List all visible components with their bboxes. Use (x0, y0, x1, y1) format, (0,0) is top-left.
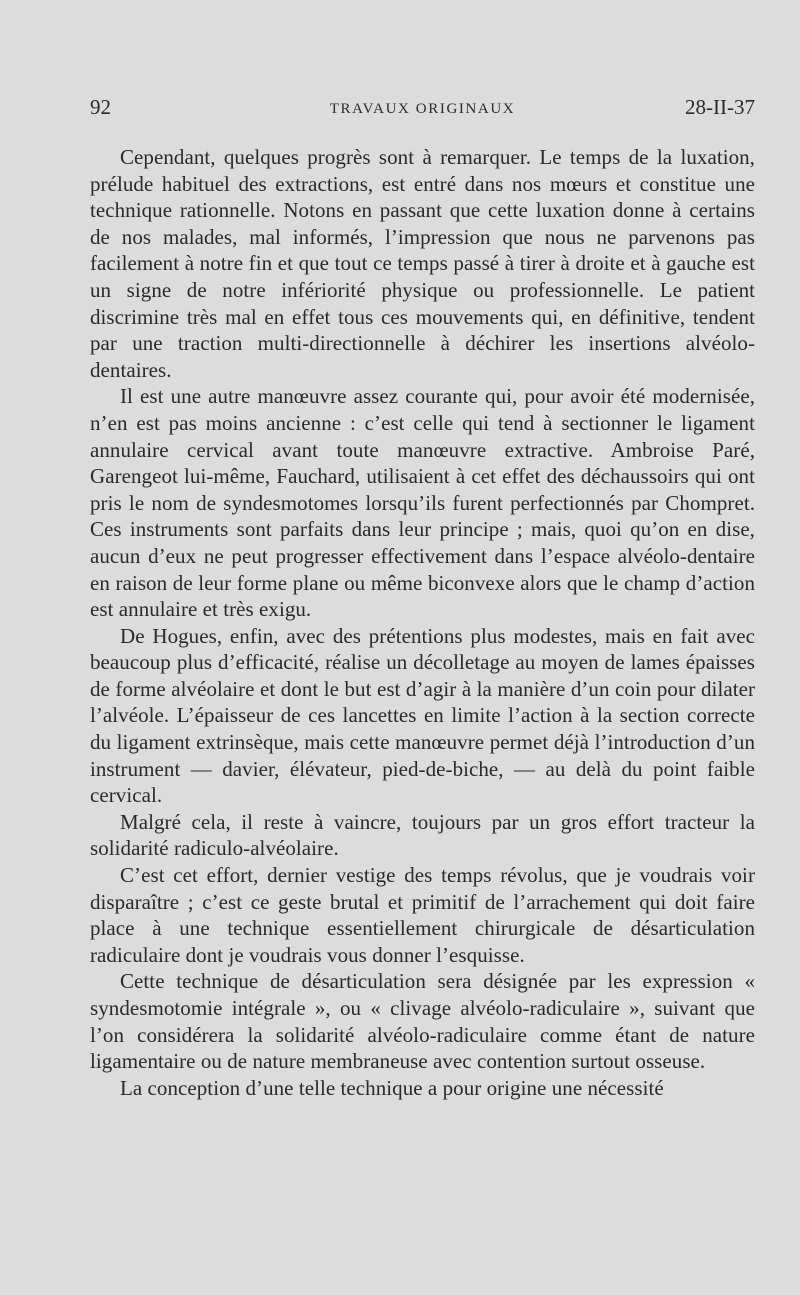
paragraph-de-hogues: De Hogues, enfin, avec des prétentions plus modestes, mais en fait avec beaucoup plus d’efficacité, réalise un décolletage au moyen de lames épaisses de forme alvéolaire et dont le but est d’agir à la manière d’un coin pour dilater l’alvéole. L’épaisseur de ces lancettes en limite l’action à la section correcte du ligament extrinsèque, mais cette manœuvre permet déjà l’introduction d’un instrument — davier, élévateur, pied-de-biche, — au delà du point faible cervical. (90, 623, 755, 808)
paragraph-arrachement: C’est cet effort, dernier vestige des temps révolus, que je voudrais voir disparaître ; c’est ce geste brutal et primitif de l’arrachement qui doit faire place à une technique essentiellement chirurgicale de désarticulation radiculaire dont je voudrais vous donner l’esquisse. (90, 863, 755, 967)
running-title: TRAVAUX ORIGINAUX (329, 101, 516, 117)
running-head (90, 92, 755, 122)
paragraph-luxation: Cependant, quelques progrès sont à remarquer. Le temps de la luxation, prélude habituel des extractions, est entré dans nos mœurs et constitue une technique rationnelle. Notons en passant que cette luxation donne à certains de nos malades, mal informés, l’impression que nous ne parvenons pas facilement à notre fin et que tout ce temps passé à tirer à droite et à gauche est un signe de notre infériorité physique ou professionnelle. Le patient discrimine très mal en effet tous ces mouvements qui, en définitive, tendent par une traction multi-directionnelle à déchirer les insertions alvéolo-dentaires. (90, 145, 755, 382)
paragraph-syndesmotomes: Il est une autre manœuvre assez courante qui, pour avoir été modernisée, n’en est pas moins ancienne : c’est celle qui tend à sectionner le ligament annulaire cervical avant toute manœuvre extractive. Ambroise Paré, Garengeot lui-même, Fauchard, utilisaient à cet effet des déchaussoirs qui ont pris le nom de syndesmotomes lorsqu’ils furent perfectionnés par Chompret. Ces instruments sont parfaits dans leur principe ; mais, quoi qu’on en dise, aucun d’eux ne peut progresser effectivement dans l’espace alvéolo-dentaire en raison de leur forme plane ou même biconvexe alors que le champ d’action est annulaire et très exigu. (90, 384, 755, 622)
paragraph-tracteur-effort: Malgré cela, il reste à vaincre, toujours par un gros effort tracteur la solidarité radiculo-alvéolaire. (90, 809, 755, 861)
paragraph-conception: La conception d’une telle technique a pour origine une nécessité (120, 1075, 664, 1100)
paragraph-desarticulation: Cette technique de désarticulation sera désignée par les expression « syndesmotomie intégrale », ou « clivage alvéolo-radiculaire », suivant que l’on considérera la solidarité alvéolo-radiculaire comme étant de nature ligamentaire ou de nature membraneuse avec contention surtout osseuse. (90, 969, 755, 1074)
issue-date: 28-II-37 (685, 95, 755, 119)
page-number: 92 (90, 95, 111, 119)
article-body (90, 144, 755, 1101)
